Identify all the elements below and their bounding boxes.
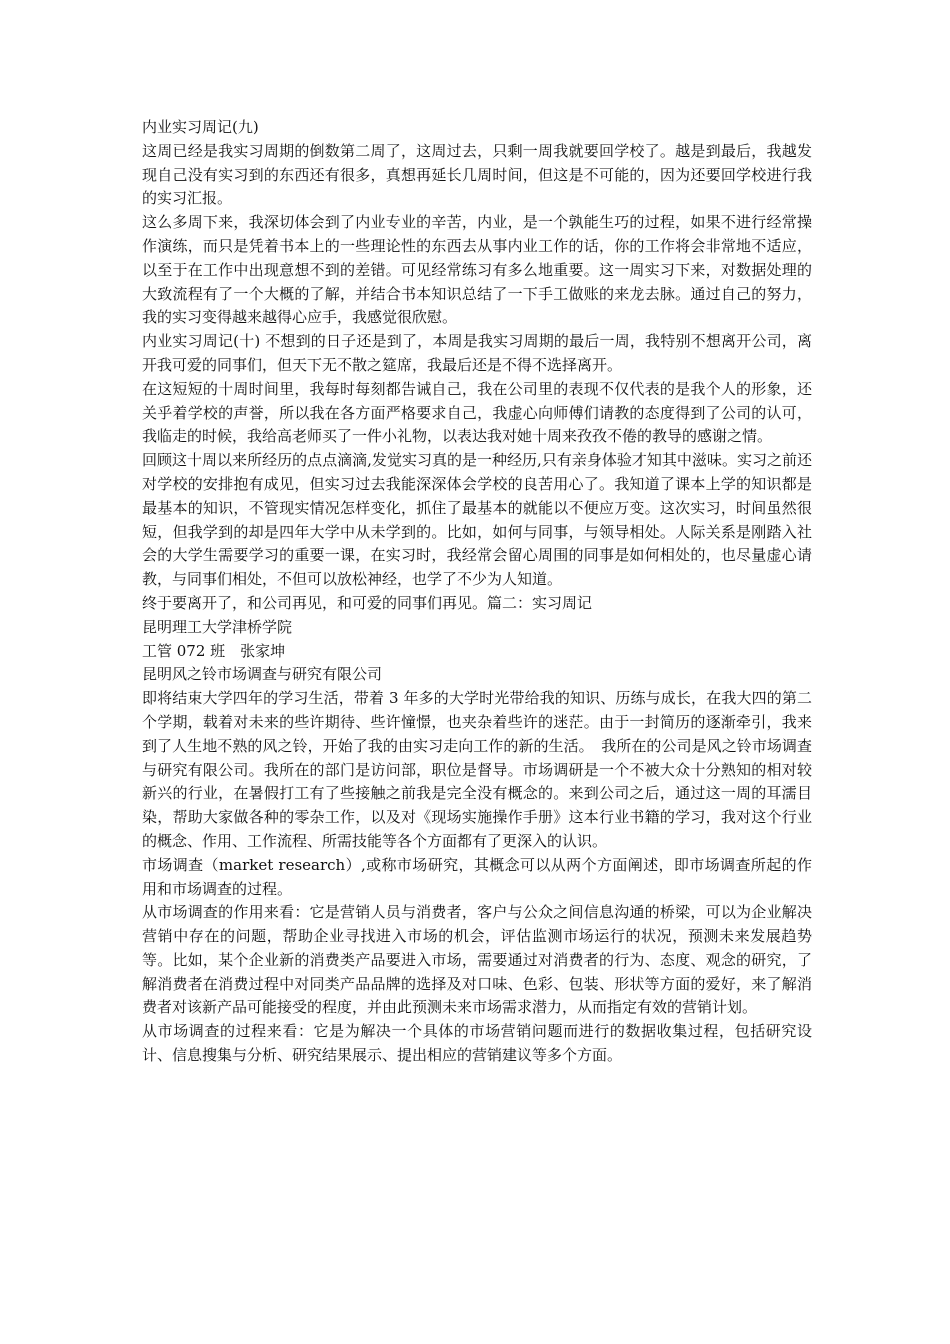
paragraph: 即将结束大学四年的学习生活，带着 3 年多的大学时光带给我的知识、历练与成长，在我大四的第二个学期，载着对未来的些许期待、些许憧憬，也夹杂着些许的迷茫。由于一封简历的逐渐牵引，我来到了人生地不熟的风之铃，开始了我的由实习走向工作的新的生活。 我所在的公司是风之铃市场调查与研究有限公司。我所在的部门是访问部，职位是督导。市场调研是一个不被大众十分熟知的相对较新兴的行业，在暑假打工有了些接触之前我是完全没有概念的。来到公司之后，通过这一周的耳濡目染，帮助大家做各种的零杂工作，以及对《现场实施操作手册》这本行业书籍的学习，我对这个行业的概念、作用、工作流程、所需技能等各个方面都有了更深入的认识。 (142, 689, 812, 850)
paragraph: 从市场调查的过程来看：它是为解决一个具体的市场营销问题而进行的数据收集过程，包括研究设计、信息搜集与分析、研究结果展示、提出相应的营销建议等多个方面。 (142, 1022, 812, 1065)
paragraph: 从市场调查的作用来看：它是营销人员与消费者，客户与公众之间信息沟通的桥梁，可以为企业解决营销中存在的问题，帮助企业寻找进入市场的机会，评估监测市场运行的状况，预测未来发展趋势等。比如，某个企业新的消费类产品要进入市场，需要通过对消费者的行为、态度、观念的研究，了解消费者在消费过程中对同类产品品牌的选择及对口味、色彩、包装、形状等方面的爱好，来了解消费者对该新产品可能接受的程度，并由此预测未来市场需求潜力，从而指定有效的营销计划。 (142, 903, 812, 1017)
author-line: 工管 072 班 张家坤 (142, 641, 286, 660)
paragraph: 内业实习周记(十) 不想到的日子还是到了，本周是我实习周期的最后一周，我特别不想离开公司，离开我可爱的同事们，但天下无不散之筵席，我最后还是不得不选择离开。 (142, 332, 812, 374)
paragraph: 在这短短的十周时间里，我每时每刻都告诫自己，我在公司里的表现不仅代表的是我个人的形象，还关乎着学校的声誉，所以我在各方面严格要求自己，我虚心向师傅们请教的态度得到了公司的认可，我临走的时候，我给高老师买了一件小礼物，以表达我对她十周来孜孜不倦的教导的感谢之情。 (142, 379, 812, 446)
paragraph: 这么多周下来，我深切体会到了内业专业的辛苦，内业，是一个孰能生巧的过程，如果不进行经常操作演练，而只是凭着书本上的一些理论性的东西去从事内业工作的话，你的工作将会非常地不适应，以至于在工作中出现意想不到的差错。可见经常练习有多么地重要。这一周实习下来，对数据处理的大致流程有了一个大概的了解，并结合书本知识总结了一下手工做账的来龙去脉。通过自己的努力，我的实习变得越来越得心应手，我感觉很欣慰。 (142, 213, 812, 327)
paragraph: 回顾这十周以来所经历的点点滴滴,发觉实习真的是一种经历,只有亲身体验才知其中滋味。实习之前还对学校的安排抱有成见，但实习过去我能深深体会学校的良苦用心了。我知道了课本上学的知识都是最基本的知识，不管现实情况怎样变化，抓住了最基本的就能以不便应万变。这次实习，时间虽然很短，但我学到的却是四年大学中从未学到的。比如，如何与同事，与领导相处。人际关系是刚踏入社会的大学生需要学习的重要一课，在实习时，我经常会留心周围的同事是如何相处的，也尽量虚心请教，与同事们相处，不但可以放松神经，也学了不少为人知道。 (142, 451, 812, 589)
company-name: 昆明风之铃市场调查与研究有限公司 (142, 665, 383, 684)
school-name: 昆明理工大学津桥学院 (142, 617, 293, 636)
document-page (142, 116, 812, 1068)
paragraph: 市场调查（market research）,或称市场研究，其概念可以从两个方面阐述，即市场调查所起的作用和市场调查的过程。 (142, 855, 812, 898)
paragraph: 这周已经是我实习周期的倒数第二周了，这周过去，只剩一周我就要回学校了。越是到最后，我越发现自己没有实习到的东西还有很多，真想再延长几周时间，但这是不可能的，因为还要回学校进行我的实习汇报。 (142, 141, 812, 208)
section-title-week9: 内业实习周记(九) (142, 118, 259, 136)
paragraph: 终于要离开了，和公司再见，和可爱的同事们再见。篇二：实习周记 (142, 593, 593, 612)
